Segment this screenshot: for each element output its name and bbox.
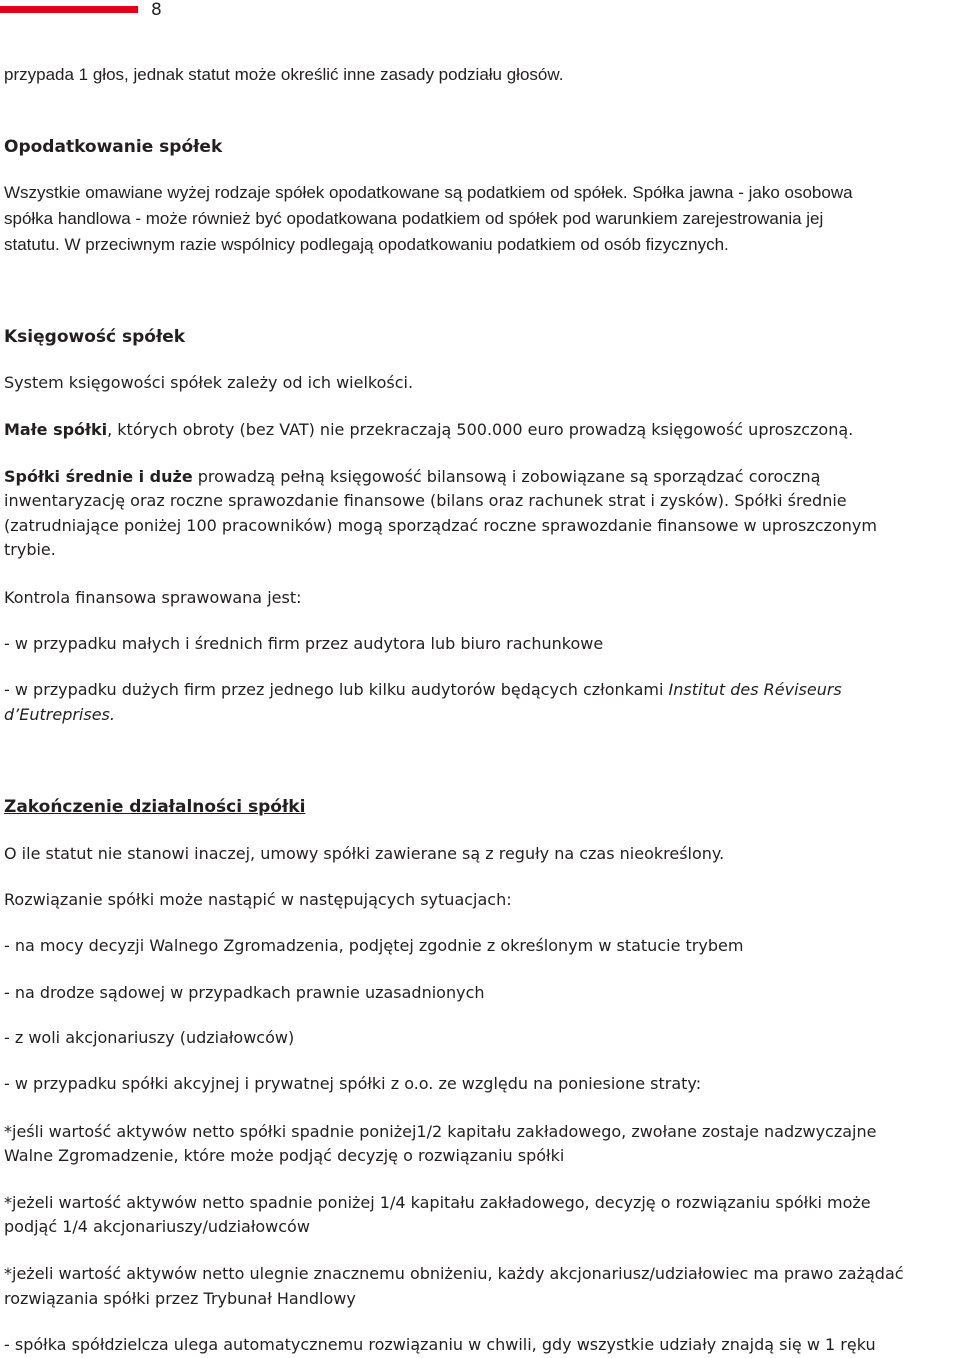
small-companies-text: , których obroty (bez VAT) nie przekraczają 500.000 euro prowadzą księgowość uproszczoną.	[107, 420, 854, 439]
medium-companies-line-1	[4, 465, 820, 490]
small-companies-paragraph	[4, 418, 853, 443]
termination-item-2: - na drodze sądowej w przypadkach prawnie uzasadnionych	[4, 983, 485, 1002]
termination-para-2: Rozwiązanie spółki może nastąpić w następujących sytuacjach:	[4, 890, 512, 909]
heading-accounting: Księgowość spółek	[4, 327, 186, 347]
medium-companies-text: prowadzą pełną księgowość bilansową i zobowiązane są sporządzać coroczną	[192, 467, 821, 486]
medium-companies-line-3: (zatrudniające poniżej 100 pracowników) mogą sporządzać roczne sprawozdanie finansowe w uproszczonym	[4, 516, 877, 535]
heading-termination: Zakończenie działalności spółki	[4, 797, 306, 817]
control-intro: Kontrola finansowa sprawowana jest:	[4, 588, 302, 607]
loss-rule-1-line-1: *jeśli wartość aktywów netto spółki spadnie poniżej1/2 kapitału zakładowego, zwołane zostaje nadzwyczajne	[4, 1122, 877, 1141]
control-item-2-line-2: d’Eutreprises.	[4, 705, 115, 724]
medium-companies-line-2: inwentaryzację oraz roczne sprawozdanie finansowe (bilans oraz rachunek strat i zysków). Spółki średnie	[4, 491, 847, 510]
heading-taxation: Opodatkowanie spółek	[4, 137, 223, 157]
termination-item-1: - na mocy decyzji Walnego Zgromadzenia, podjętej zgodnie z określonym w statucie trybem	[4, 936, 744, 955]
medium-companies-line-4: trybie.	[4, 540, 56, 559]
termination-item-4: - w przypadku spółki akcyjnej i prywatnej spółki z o.o. ze względu na poniesione straty:	[4, 1074, 702, 1093]
loss-rule-3-line-1: *jeżeli wartość aktywów netto ulegnie znacznemu obniżeniu, każdy akcjonariusz/udziałowiec ma prawo zażądać	[4, 1264, 904, 1283]
page-number: 8	[151, 0, 162, 20]
loss-rule-2-line-2: podjąć 1/4 akcjonariuszy/udziałowców	[4, 1217, 310, 1236]
loss-rule-3-line-2: rozwiązania spółki przez Trybunał Handlowy	[4, 1289, 356, 1308]
termination-para-1: O ile statut nie stanowi inaczej, umowy spółki zawierane są z reguły na czas nieokreślony.	[4, 844, 725, 863]
loss-rule-2-line-1: *jeżeli wartość aktywów netto spadnie poniżej 1/4 kapitału zakładowego, decyzję o rozwiązaniu spółki może	[4, 1193, 871, 1212]
intro-paragraph: przypada 1 głos, jednak statut może określić inne zasady podziału głosów.	[4, 65, 564, 84]
tax-line-2: spółka handlowa - może również być opodatkowana podatkiem od spółek pod warunkiem zarejestrowania jej	[4, 209, 824, 228]
control-item-1: - w przypadku małych i średnich firm przez audytora lub biuro rachunkowe	[4, 634, 604, 653]
accounting-intro: System księgowości spółek zależy od ich wielkości.	[4, 373, 414, 392]
tax-line-3: statutu. W przeciwnym razie wspólnicy podlegają opodatkowaniu podatkiem od osób fizycznych.	[4, 235, 729, 254]
control-item-2-text: - w przypadku dużych firm przez jednego lub kilku audytorów będących członkami	[4, 680, 669, 699]
medium-companies-bold: Spółki średnie i duże	[4, 467, 193, 486]
loss-rule-1-line-2: Walne Zgromadzenie, które może podjąć decyzję o rozwiązaniu spółki	[4, 1146, 565, 1165]
small-companies-bold: Małe spółki	[4, 420, 108, 439]
header-accent-bar	[0, 6, 138, 13]
termination-item-5: - spółka spółdzielcza ulega automatycznemu rozwiązaniu w chwili, gdy wszystkie udziały znajdą się w 1 ręku	[4, 1335, 876, 1354]
control-item-2-line-1	[4, 678, 842, 703]
control-item-2-institution: Institut des Réviseurs	[668, 680, 842, 699]
termination-item-3: - z woli akcjonariuszy (udziałowców)	[4, 1028, 295, 1047]
tax-line-1: Wszystkie omawiane wyżej rodzaje spółek opodatkowane są podatkiem od spółek. Spółka jawna - jako osobowa	[4, 183, 853, 202]
